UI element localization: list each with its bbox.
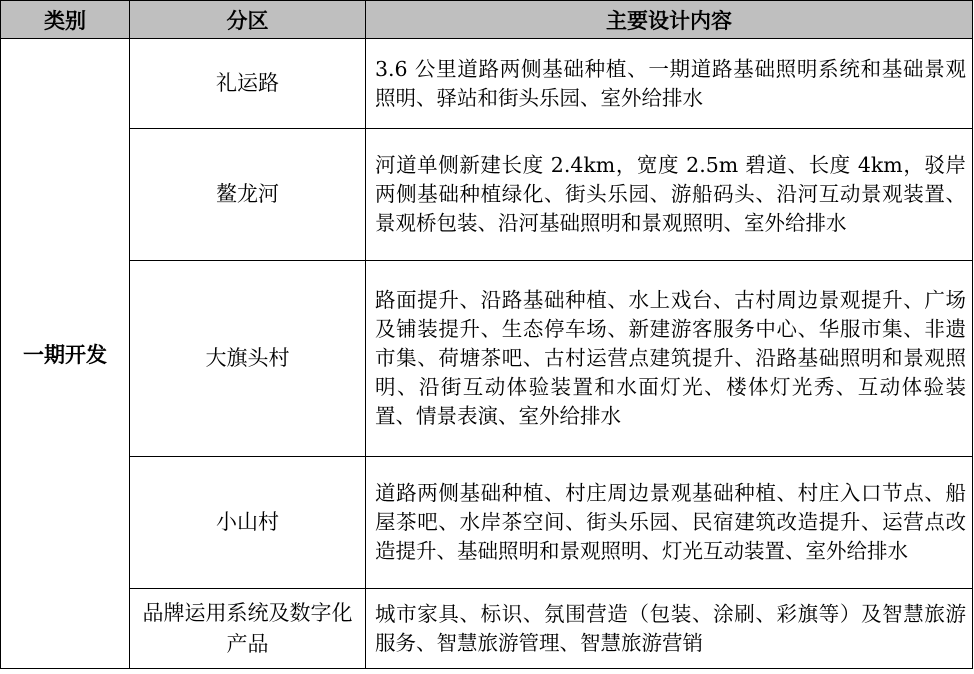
content-cell: 3.6 公里道路两侧基础种植、一期道路基础照明系统和基础景观照明、驿站和街头乐园、室外给排水 bbox=[366, 39, 973, 129]
category-cell: 一期开发 bbox=[1, 39, 130, 669]
header-zone: 分区 bbox=[130, 1, 366, 39]
table-row bbox=[1, 129, 973, 261]
table-row bbox=[1, 589, 973, 669]
header-content: 主要设计内容 bbox=[366, 1, 973, 39]
zone-cell: 礼运路 bbox=[130, 39, 366, 129]
zone-cell: 小山村 bbox=[130, 457, 366, 589]
zone-cell: 大旗头村 bbox=[130, 261, 366, 457]
content-cell: 城市家具、标识、氛围营造（包装、涂刷、彩旗等）及智慧旅游服务、智慧旅游管理、智慧旅游营销 bbox=[366, 589, 973, 669]
table-row bbox=[1, 39, 973, 129]
content-cell: 河道单侧新建长度 2.4km，宽度 2.5m 碧道、长度 4km，驳岸两侧基础种植绿化、街头乐园、游船码头、沿河互动景观装置、景观桥包装、沿河基础照明和景观照明、室外给排水 bbox=[366, 129, 973, 261]
table-row bbox=[1, 457, 973, 589]
content-cell: 道路两侧基础种植、村庄周边景观基础种植、村庄入口节点、船屋茶吧、水岸茶空间、街头乐园、民宿建筑改造提升、运营点改造提升、基础照明和景观照明、灯光互动装置、室外给排水 bbox=[366, 457, 973, 589]
table-header-row bbox=[1, 1, 973, 39]
zone-cell: 品牌运用系统及数字化产品 bbox=[130, 589, 366, 669]
zone-cell: 鳌龙河 bbox=[130, 129, 366, 261]
content-cell: 路面提升、沿路基础种植、水上戏台、古村周边景观提升、广场及铺装提升、生态停车场、新建游客服务中心、华服市集、非遗市集、荷塘茶吧、古村运营点建筑提升、沿路基础照明和景观照明、沿街互动体验装置和水面灯光、楼体灯光秀、互动体验装置、情景表演、室外给排水 bbox=[366, 261, 973, 457]
table-row bbox=[1, 261, 973, 457]
header-category: 类别 bbox=[1, 1, 130, 39]
